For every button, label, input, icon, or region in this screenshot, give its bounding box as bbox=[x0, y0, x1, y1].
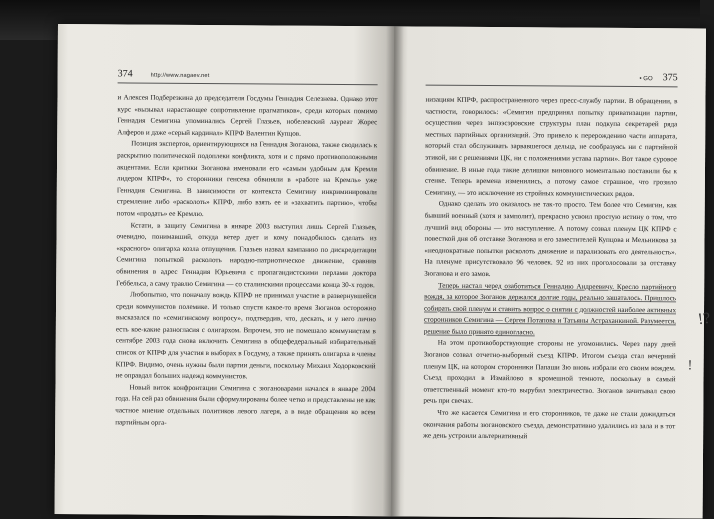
right-page-header bbox=[426, 71, 678, 88]
left-page-header bbox=[118, 68, 378, 85]
right-page-text bbox=[423, 95, 677, 445]
left-page-number: 374 bbox=[117, 68, 133, 80]
handwritten-margin-note: ! bbox=[687, 358, 693, 374]
paragraph: Кстати, в защиту Семигина в январе 2003 выступил лишь Сергей Глазьев, очевидно, понимавший, откуда ветер дует и кому понадобилось сделать из «красного» олигарха козла отпущения. Глазьев назвал кампанию по дискредитации Семигина попыткой расколоть народно-патриотическое движение, сравнив обвинения в адрес Геннадия Юрьевича с пропагандистскими перлами доктора Геббельса, а саму травлю Семигина — со сталинскими процессами конца 30-х годов. bbox=[116, 221, 377, 289]
book-gutter bbox=[383, 26, 404, 516]
paragraph: Теперь настал черед озаботиться Геннадию Андреевичу. Кресло партийного вождя, за которое Зюганов держался долгие годы, реально зашаталось. Пришлось собирать свой пленум и ставить вопрос о снятии с должностей наиболее активных сторонников Семигина — Сергея Потапова и Татьяны Астраханкиной. Разумеется, решение было принято единогласно. bbox=[423, 281, 677, 337]
left-page bbox=[55, 24, 394, 516]
paragraph: Позиция экспертов, ориентирующихся на Геннадия Зюганова, также сводилась к раскрытию политической подоплеки конфликта, хотя и с прямо противоположными акцентами. Если критики Зюганова именовали его «самым удобным для Кремля лидером КПРФ», то сторонники генсека обвиняли в «работе на Кремль» уже Геннадия Семигина. В зависимости от контекста Семигину инкриминировали стремление либо «расколоть» КПРФ, либо взять ее и «захватить партию», чтобы потом «продать» ее Кремлю. bbox=[116, 139, 378, 218]
paragraph: Однако сделать это оказалось не так-то просто. Тем более что Семигин, как бывший военный (хотя и замполит), прекрасно усвоил простую истину о том, что лучший вид обороны — это наступление. А потому созвал пленум ЦК КПРФ с повесткой дня об отставке Зюганова и его заместителей Купцова и Мельникова за «неоднократные попытки расколоть движение и парализовать его деятельность». На пленуме присутствовало 96 человек. 92 из них проголосовали за отставку Зюганова и его замов. bbox=[424, 200, 677, 278]
book-spread bbox=[55, 24, 712, 519]
paragraph: низациям КПРФ, распространенного через пресс-службу партии. В обращении, в частности, говорилось: «Семигин предпринял попытку приватизации партии, осуществив через энпээсэровские структуры план подкупа секретарей ряда местных партийных организаций. Это привело к перерождению части аппарата, который стал обслуживать зарвавшегося дельца, не сообразуясь ни с партийной этикой, ни с решениями ЦК, ни с положениями устава партии». Вот такое суровое обвинение. В иные года такие делишки виновного моментально поставили бы к стенке. Теперь времена изменились, а потому самое страшное, что грозило Семигину, — это исключение из стройных коммунистических рядов. bbox=[424, 95, 678, 198]
running-head-url: http://www.nagaev.net bbox=[150, 72, 210, 80]
paragraph: Любопытно, что поначалу вождь КПРФ не принимал участие в развернувшейся среди коммунистов полемике. И только спустя какое-то время Зюганов осторожно высказался по «семигинскому вопросу», подтвердив, что, дескать, и у него лично есть кое-какие разногласия с олигархом. Впрочем, это не помешало коммунистам в сентябре 2003 года снова включить Семигина в общефедеральный избирательный список от КПРФ для участия в выборах в Госдуму, а также принять олигарха в члены КПРФ. Видимо, очень нужны были партии деньги, поскольку Михаил Ходорковский не оправдал больших надежд коммунистов. bbox=[115, 290, 377, 381]
right-page-number: 375 bbox=[662, 72, 678, 84]
paragraph: Новый виток конфронтации Семигина с зюгановарами начался в январе 2004 года. На сей раз обвинения были сформулированы более четко и представлены не как частное мнение отдельных политиков левого лагеря, а в виде обращения ко всем партийным орга- bbox=[115, 383, 376, 427]
running-head-section: • GO bbox=[639, 76, 653, 83]
left-page-text bbox=[115, 92, 377, 430]
paragraph: Что же касается Семигина и его сторонников, те даже не стали дожидаться окончания работы зюгановского съезда, демонстративно удалились из зала и в тот же день устроили альтернативный bbox=[423, 408, 676, 441]
paragraph: и Алексея Подберезкина до председателя Госдумы Геннадия Селезнева. Однако этот курс «вызывал нарастающее сопротивление прагматиков», среди которых помимо Геннадия Семигина упоминались Сергей Глазьев, нобелевский лауреат Жорес Алферов и даже «серый кардинал» КПРФ Валентин Купцов. bbox=[117, 93, 378, 138]
handwritten-margin-note: !? bbox=[696, 309, 712, 329]
paragraph: На этом противоборствующие стороны не угомонились. Через пару дней Зюганов созвал отчетно-выборный съезд КПРФ. Итогом съезда стал вечерний пленум ЦК, на котором сторонники Папаши Зю вновь избрали его своим вождем. Съезд проходил в Измайлово в кромешной темноте, поскольку в самый ответственный момент кто-то вырубил электричество. Зюганов зачитывал свою речь при свечах. bbox=[423, 339, 676, 406]
right-page bbox=[391, 26, 712, 518]
